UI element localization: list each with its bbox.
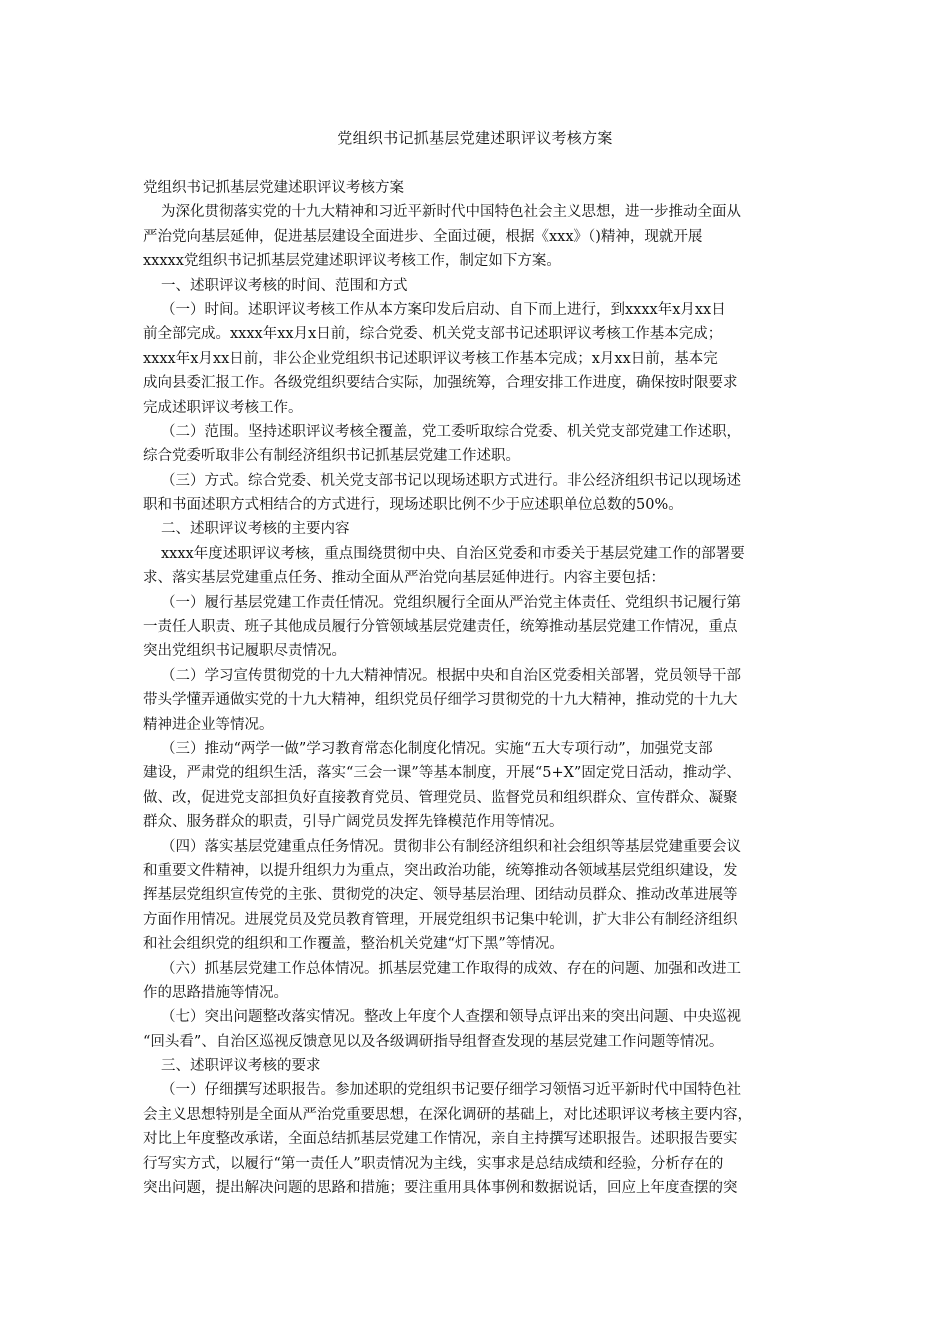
paragraph-line: 成向县委汇报工作。各级党组织要结合实际，加强统筹，合理安排工作进度，确保按时限要求 xyxy=(143,375,738,392)
paragraph-line: xxxx年x月xx日前，非公企业党组织书记述职评议考核工作基本完成；x月xx日前，基本完 xyxy=(143,350,718,367)
paragraph-line: 建设，严肃党的组织生活，落实“三会一课”等基本制度，开展“5+X”固定党日活动，推动学、 xyxy=(143,765,741,782)
paragraph-line: xxxxx党组织书记抓基层党建述职评议考核工作，制定如下方案。 xyxy=(143,253,561,270)
paragraph-line: （七）突出问题整改落实情况。整改上年度个人查摆和领导点评出来的突出问题、中央巡视 xyxy=(161,1009,741,1026)
paragraph-line: （二）学习宣传贯彻党的十九大精神情况。根据中央和自治区党委相关部署，党员领导干部 xyxy=(161,667,741,684)
paragraph-line: 精神进企业等情况。 xyxy=(143,716,274,733)
paragraph-line: 和重要文件精神，以提升组织力为重点，突出政治功能，统筹推动各领域基层党组织建设，发 xyxy=(143,862,738,879)
paragraph-line: 作的思路措施等情况。 xyxy=(143,984,288,1001)
paragraph-line: 做、改，促进党支部担负好直接教育党员、管理党员、监督党员和组织群众、宣传群众、凝聚 xyxy=(143,789,738,806)
paragraph-line: “回头看”、自治区巡视反馈意见以及各级调研指导组督查发现的基层党建工作问题等情况。 xyxy=(143,1033,724,1050)
paragraph-line: （三）方式。综合党委、机关党支部书记以现场述职方式进行。非公经济组织书记以现场述 xyxy=(161,472,741,489)
paragraph-line: 突出问题，提出解决问题的思路和措施；要注重用具体事例和数据说话，回应上年度查摆的突 xyxy=(143,1180,738,1197)
paragraph-line: 前全部完成。xxxx年xx月x日前，综合党委、机关党支部书记述职评议考核工作基本完成； xyxy=(143,326,723,343)
paragraph-line: （二）范围。坚持述职评议考核全覆盖，党工委听取综合党委、机关党支部党建工作述职， xyxy=(161,423,741,440)
paragraph-line: 和社会组织党的组织和工作覆盖，整治机关党建“灯下黑”等情况。 xyxy=(143,936,564,953)
paragraph-line: 对比上年度整改承诺，全面总结抓基层党建工作情况，亲自主持撰写述职报告。述职报告要实 xyxy=(143,1131,738,1148)
paragraph-line: 方面作用情况。进展党员及党员教育管理，开展党组织书记集中轮训，扩大非公有制经济组织 xyxy=(143,911,738,928)
document-title: 党组织书记抓基层党建述职评议考核方案 xyxy=(337,129,613,147)
paragraph-line: 一、述职评议考核的时间、范围和方式 xyxy=(161,277,408,294)
paragraph-line: 会主义思想特别是全面从严治党重要思想，在深化调研的基础上，对比述职评议考核主要内容， xyxy=(143,1106,752,1123)
paragraph-line: 求、落实基层党建重点任务、推动全面从严治党向基层延伸进行。内容主要包括： xyxy=(143,570,665,587)
paragraph-line: （六）抓基层党建工作总体情况。抓基层党建工作取得的成效、存在的问题、加强和改进工 xyxy=(161,960,741,977)
paragraph-line: （三）推动“两学一做”学习教育常态化制度化情况。实施“五大专项行动”，加强党支部 xyxy=(161,740,713,757)
paragraph-line: （四）落实基层党建重点任务情况。贯彻非公有制经济组织和社会组织等基层党建重要会议 xyxy=(161,838,741,855)
paragraph-line: 完成述职评议考核工作。 xyxy=(143,399,303,416)
paragraph-line: 行写实方式，以履行“第一责任人”职责情况为主线，实事求是总结成绩和经验，分析存在的 xyxy=(143,1155,724,1172)
paragraph-line: 一责任人职责、班子其他成员履行分管领域基层党建责任，统筹推动基层党建工作情况，重点 xyxy=(143,619,738,636)
paragraph-line: xxxx年度述职评议考核，重点围绕贯彻中央、自治区党委和市委关于基层党建工作的部署要 xyxy=(161,545,745,562)
paragraph-line: 职和书面述职方式相结合的方式进行，现场述职比例不少于应述职单位总数的50%。 xyxy=(143,497,683,514)
paragraph-line: 严治党向基层延伸，促进基层建设全面进步、全面过硬，根据《xxx》（)精神，现就开展 xyxy=(143,228,703,245)
paragraph-line: （一）仔细撰写述职报告。参加述职的党组织书记要仔细学习领悟习近平新时代中国特色社 xyxy=(161,1082,741,1099)
document-body xyxy=(143,176,809,1200)
paragraph-line: 三、述职评议考核的要求 xyxy=(161,1058,321,1075)
paragraph-line: 突出党组织书记履职尽责情况。 xyxy=(143,643,346,660)
paragraph-line: 挥基层党组织宣传党的主张、贯彻党的决定、领导基层治理、团结动员群众、推动改革进展等 xyxy=(143,887,738,904)
document-subtitle: 党组织书记抓基层党建述职评议考核方案 xyxy=(143,180,404,196)
paragraph-line: 为深化贯彻落实党的十九大精神和习近平新时代中国特色社会主义思想，进一步推动全面从 xyxy=(161,204,741,221)
paragraph-line: （一）时间。述职评议考核工作从本方案印发后启动、自下而上进行，到xxxx年x月xx日 xyxy=(161,301,726,318)
paragraph-line: 群众、服务群众的职责，引导广阔党员发挥先锋模范作用等情况。 xyxy=(143,814,564,831)
paragraph-line: （一）履行基层党建工作责任情况。党组织履行全面从严治党主体责任、党组织书记履行第 xyxy=(161,594,741,611)
paragraph-line: 综合党委听取非公有制经济组织书记抓基层党建工作述职。 xyxy=(143,448,520,465)
paragraph-line: 带头学懂弄通做实党的十九大精神，组织党员仔细学习贯彻党的十九大精神，推动党的十九大 xyxy=(143,692,738,709)
paragraph-line: 二、述职评议考核的主要内容 xyxy=(161,521,350,538)
